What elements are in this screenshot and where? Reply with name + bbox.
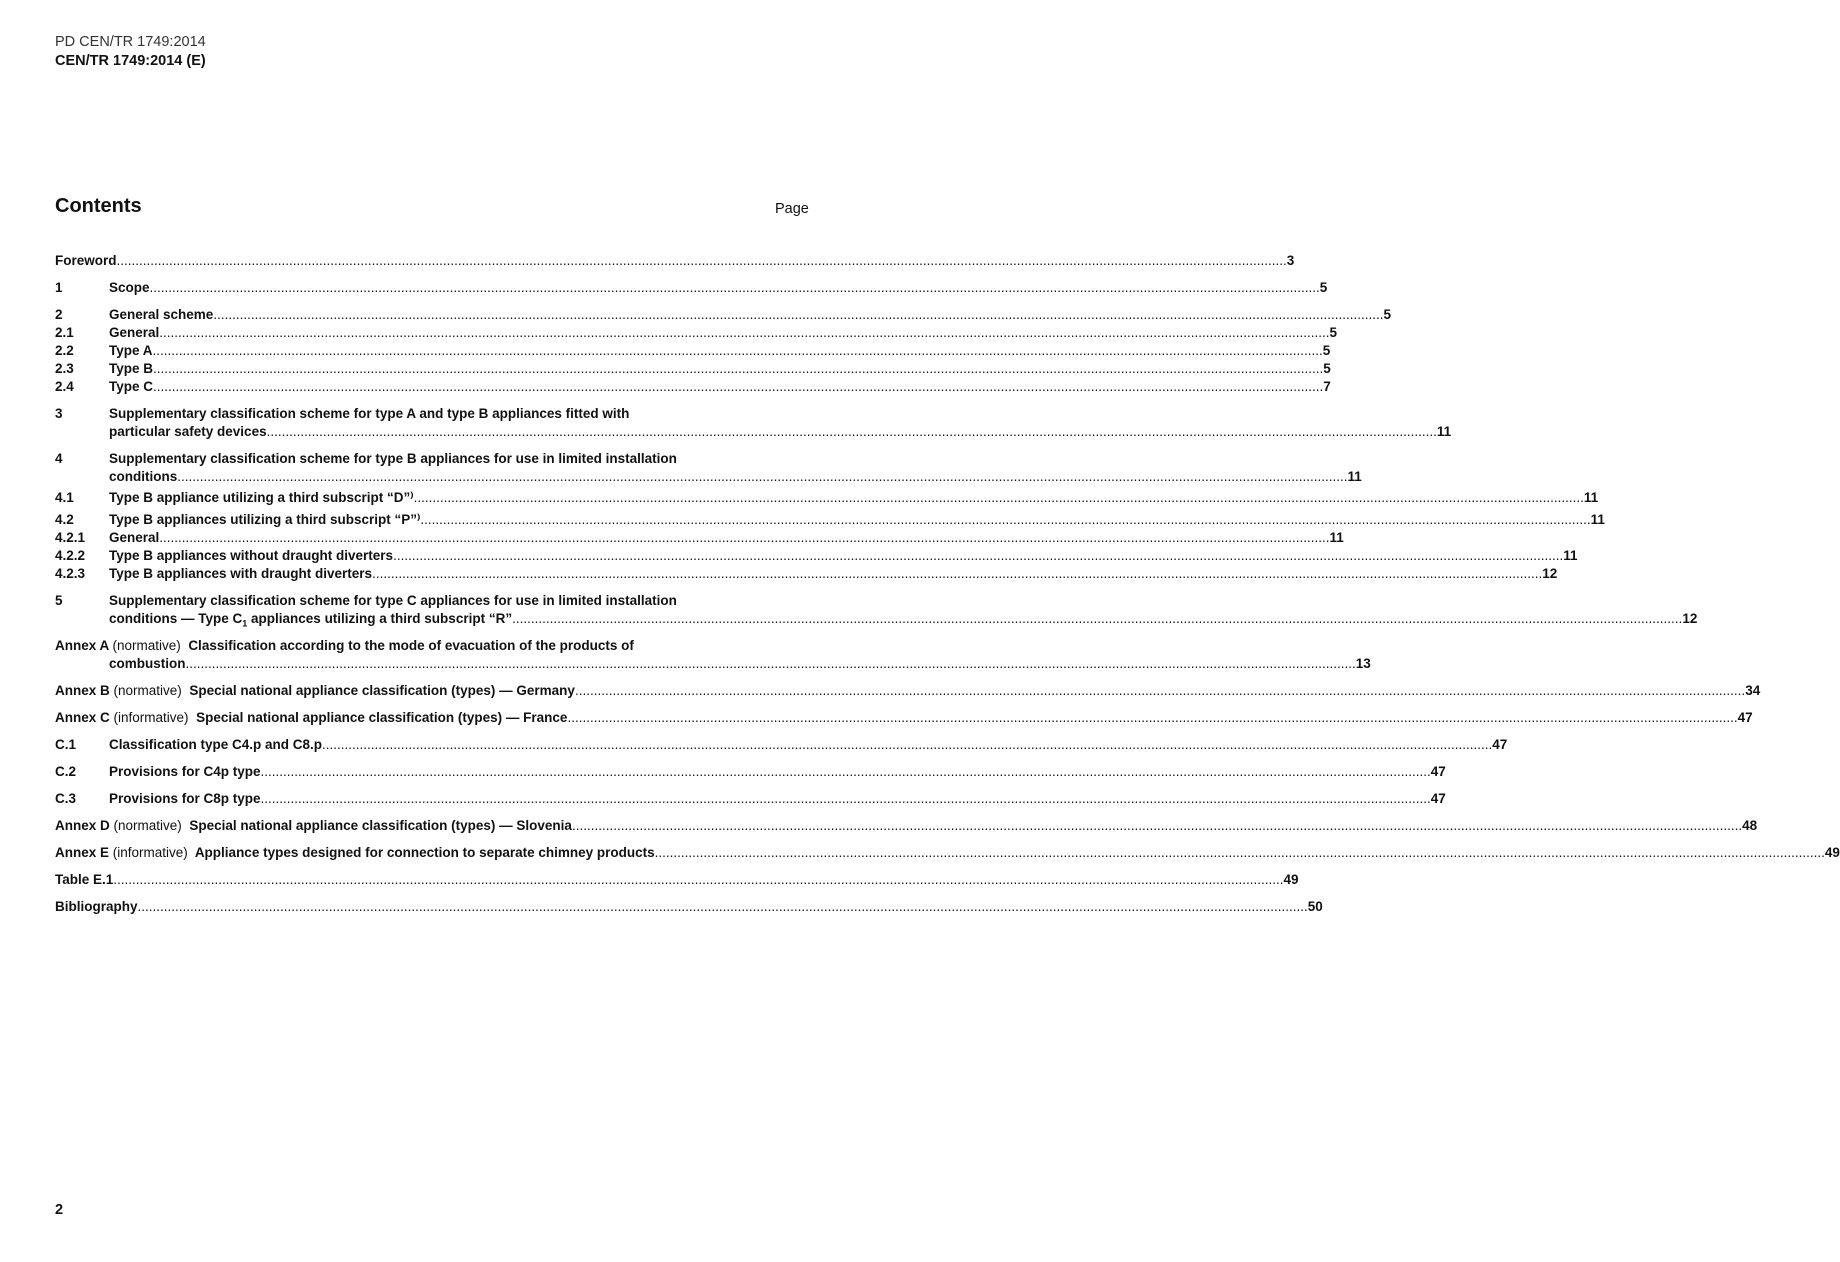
toc-entry-2-3[interactable]: 2.3 Type B ..... 5 <box>55 360 821 378</box>
toc-entry-annex-a[interactable]: combustion ..... 13 <box>109 655 821 673</box>
toc-entry-5[interactable]: conditions — Type $C_1$ appliances utilizing a third subscript “R” ..... 12 <box>109 610 821 628</box>
document-id-header-english: CEN/TR 1749:2014 (E) <box>55 53 206 69</box>
toc-entry-c-3[interactable]: C.3 Provisions for C8p type ..... 47 <box>55 790 821 808</box>
toc-entry-4-2[interactable]: 4.2 Type B appliances utilizing a third subscript “P”⁾ ..... 11 <box>55 511 821 529</box>
toc-entry-4-2-2[interactable]: 4.2.2 Type B appliances without draught diverters ..... 11 <box>55 547 821 565</box>
toc-entry-annex-e[interactable]: Annex E (informative) Appliance types designed for connection to separate chimney products ..... 49 <box>55 844 821 862</box>
page-column-label: Page <box>775 201 809 217</box>
toc-entry-c-2[interactable]: C.2 Provisions for C4p type ..... 47 <box>55 763 821 781</box>
document-id-header: PD CEN/TR 1749:2014 <box>55 34 206 50</box>
toc-entry-3-line1[interactable]: 3 Supplementary classification scheme for type A and type B appliances fitted with <box>55 406 630 421</box>
toc-entry-table-e-1[interactable]: Table E.1 ..... 49 <box>55 871 821 889</box>
toc-entry-4[interactable]: conditions ..... 11 <box>109 468 821 486</box>
toc-entry-foreword[interactable]: Foreword ..... 3 <box>55 252 821 270</box>
toc-entry-annex-a-line1[interactable]: Annex A (normative) Classification according to the mode of evacuation of the products of <box>55 638 634 653</box>
contents-title: Contents <box>55 195 142 217</box>
toc-entry-2[interactable]: 2 General scheme ..... 5 <box>55 306 821 324</box>
toc-entry-2-4[interactable]: 2.4 Type C ..... 7 <box>55 378 821 396</box>
toc-entry-2-1[interactable]: 2.1 General ..... 5 <box>55 324 821 342</box>
toc-entry-4-2-1[interactable]: 4.2.1 General ..... 11 <box>55 529 821 547</box>
toc-entry-4-line1[interactable]: 4 Supplementary classification scheme for type B appliances for use in limited installation <box>55 451 677 466</box>
toc-entry-c-1[interactable]: C.1 Classification type C4.p and C8.p ..... 47 <box>55 736 821 754</box>
toc-entry-2-2[interactable]: 2.2 Type A ..... 5 <box>55 342 821 360</box>
toc-entry-bibliography[interactable]: Bibliography ..... 50 <box>55 898 821 916</box>
page-number: 2 <box>55 1202 64 1218</box>
toc-entry-4-2-3[interactable]: 4.2.3 Type B appliances with draught diverters ..... 12 <box>55 565 821 583</box>
toc-entry-1[interactable]: 1 Scope ..... 5 <box>55 279 821 297</box>
toc-entry-annex-d[interactable]: Annex D (normative) Special national appliance classification (types) — Slovenia ..... 48 <box>55 817 821 835</box>
toc-entry-annex-c[interactable]: Annex C (informative) Special national appliance classification (types) — France ..... 47 <box>55 709 821 727</box>
toc-entry-3[interactable]: particular safety devices ..... 11 <box>109 423 821 441</box>
toc-entry-annex-b[interactable]: Annex B (normative) Special national appliance classification (types) — Germany ..... 34 <box>55 682 821 700</box>
toc-entry-4-1[interactable]: 4.1 Type B appliance utilizing a third subscript “D”⁾ ..... 11 <box>55 489 821 507</box>
toc-entry-5-line1[interactable]: 5 Supplementary classification scheme for type C appliances for use in limited installation <box>55 593 677 608</box>
